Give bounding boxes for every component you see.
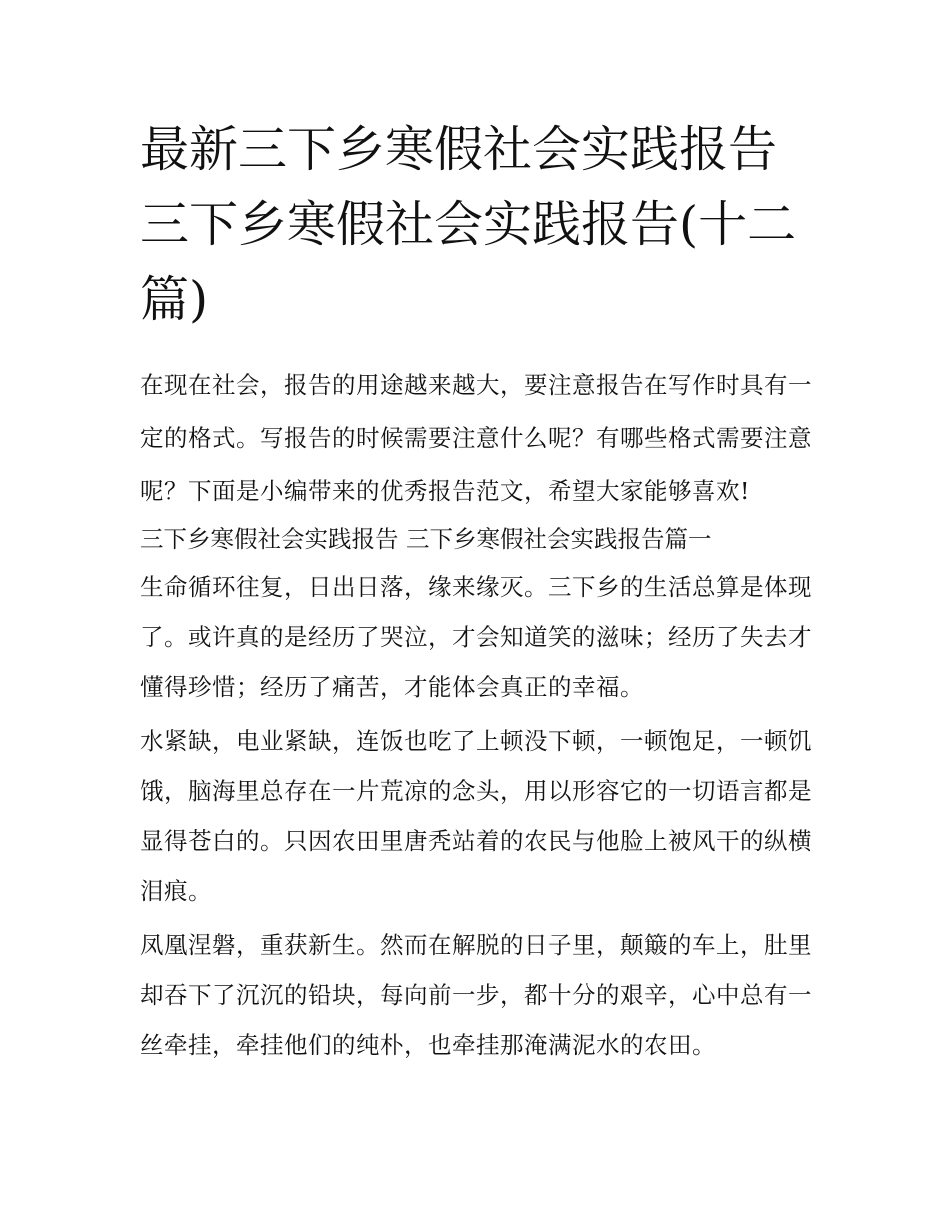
intro-paragraph: 在现在社会，报告的用途越来越大，要注意报告在写作时具有一定的格式。写报告的时候需要注意什么呢？有哪些格式需要注意呢？下面是小编带来的优秀报告范文，希望大家能够喜欢! [140,371,812,505]
section-heading: 三下乡寒假社会实践报告 三下乡寒假社会实践报告篇一 [140,525,712,553]
body-paragraph-1: 生命循环往复，日出日落，缘来缘灭。三下乡的生活总算是体现了。或许真的是经历了哭泣，才会知道笑的滋味；经历了失去才懂得珍惜；经历了痛苦，才能体会真正的幸福。 [140,573,812,701]
body-paragraph-3: 凤凰涅磐，重获新生。然而在解脱的日子里，颠簸的车上，肚里却吞下了沉沉的铅块，每向前一步，都十分的艰辛，心中总有一丝牵挂，牵挂他们的纯朴，也牵挂那淹满泥水的农田。 [140,931,812,1059]
document-page [140,112,812,1070]
body-paragraph-2: 水紧缺，电业紧缺，连饭也吃了上顿没下顿，一顿饱足，一顿饥饿，脑海里总存在一片荒凉的念头，用以形容它的一切语言都是显得苍白的。只因农田里唐秃站着的农民与他脸上被风干的纵横泪痕。 [140,727,812,905]
document-title: 最新三下乡寒假社会实践报告 三下乡寒假社会实践报告(十二篇) [140,121,797,328]
